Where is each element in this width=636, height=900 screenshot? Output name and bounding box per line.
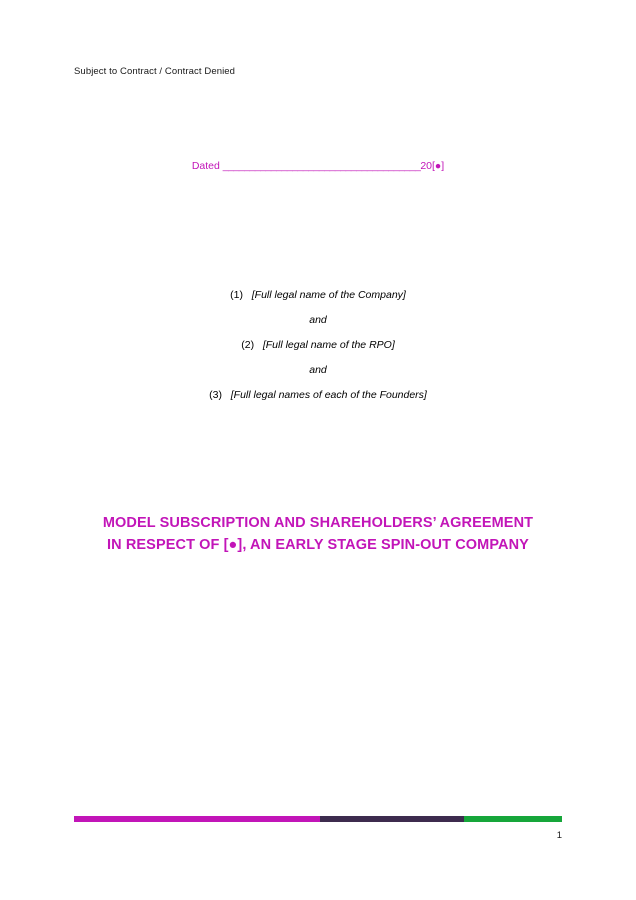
dated-label: Dated <box>191 160 223 172</box>
dated-year: 20[●] <box>420 160 445 172</box>
party-description: [Full legal names of each of the Founders] <box>230 389 427 401</box>
header-note: Subject to Contract / Contract Denied <box>74 66 236 77</box>
party-number: (1) <box>230 289 243 301</box>
party-number: (2) <box>241 339 255 351</box>
party-row <box>0 283 636 308</box>
party-number: (3) <box>209 389 222 401</box>
party-row <box>0 333 636 358</box>
title-line-2: IN RESPECT OF [●], AN EARLY STAGE SPIN-OUT COMPANY <box>107 537 529 553</box>
party-description: [Full legal name of the Company] <box>251 289 406 301</box>
party-conjunction: and <box>309 314 327 326</box>
party-description: [Full legal name of the RPO] <box>262 339 395 351</box>
footer-color-bar <box>74 816 562 822</box>
page-number: 1 <box>556 830 562 841</box>
party-conjunction: and <box>309 364 327 376</box>
parties-block <box>0 283 636 408</box>
party-row <box>0 383 636 408</box>
page-title <box>60 512 576 556</box>
dated-blank-rule: _____________________________________ <box>222 160 421 172</box>
footer-bar-segment-green <box>464 816 562 822</box>
dated-line <box>0 160 636 172</box>
footer-bar-segment-magenta <box>74 816 320 822</box>
footer-bar-segment-dark <box>320 816 464 822</box>
title-line-1: MODEL SUBSCRIPTION AND SHAREHOLDERS’ AGREEMENT <box>102 515 534 531</box>
